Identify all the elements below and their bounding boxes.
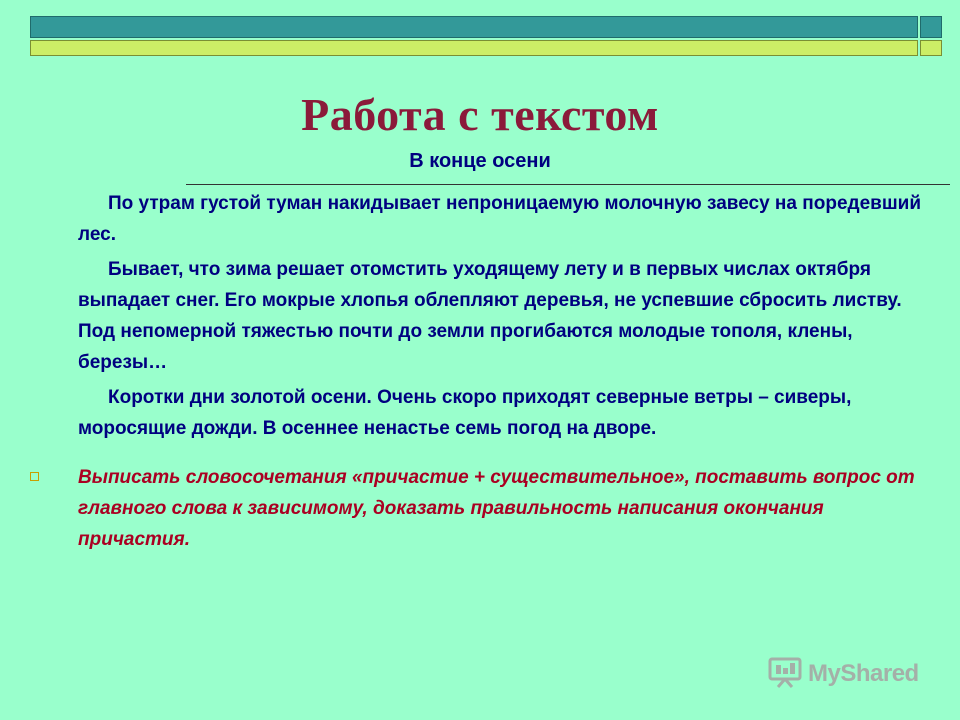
divider xyxy=(186,184,950,185)
header-bar-yellow xyxy=(30,40,918,56)
bullet-square-icon xyxy=(30,472,39,481)
paragraph: Коротки дни золотой осени. Очень скоро приходят северные ветры – сиверы, моросящие дожди. В осеннее ненастье семь погод на дворе. xyxy=(78,387,852,439)
text-body xyxy=(78,188,928,448)
slide-title: Работа с текстом xyxy=(301,89,659,140)
header-bar-teal xyxy=(30,16,918,38)
paragraph: По утрам густой туман накидывает непроницаемую молочную завесу на поредевший лес. xyxy=(78,193,922,245)
task-text: Выписать словосочетания «причастие + существительное», поставить вопрос от главного слова к зависимому, доказать правильность написания окончания причастия. xyxy=(78,467,915,550)
task-item xyxy=(30,462,930,555)
paragraph: Бывает, что зима решает отомстить уходящему лету и в первых числах октября выпадает снег. Его мокрые хлопья облепляют деревья, не успевшие сбросить листву. Под непомерной тяжестью почти до земли прогибаются молодые тополя, клены, березы… xyxy=(78,259,902,373)
watermark-logo xyxy=(768,656,919,692)
presentation-board-icon xyxy=(768,656,802,693)
watermark-text: MyShared xyxy=(808,660,919,687)
header-square-yellow xyxy=(920,40,942,56)
header-square-teal xyxy=(920,16,942,38)
text-heading: В конце осени xyxy=(409,150,551,172)
header-decoration xyxy=(30,16,942,56)
